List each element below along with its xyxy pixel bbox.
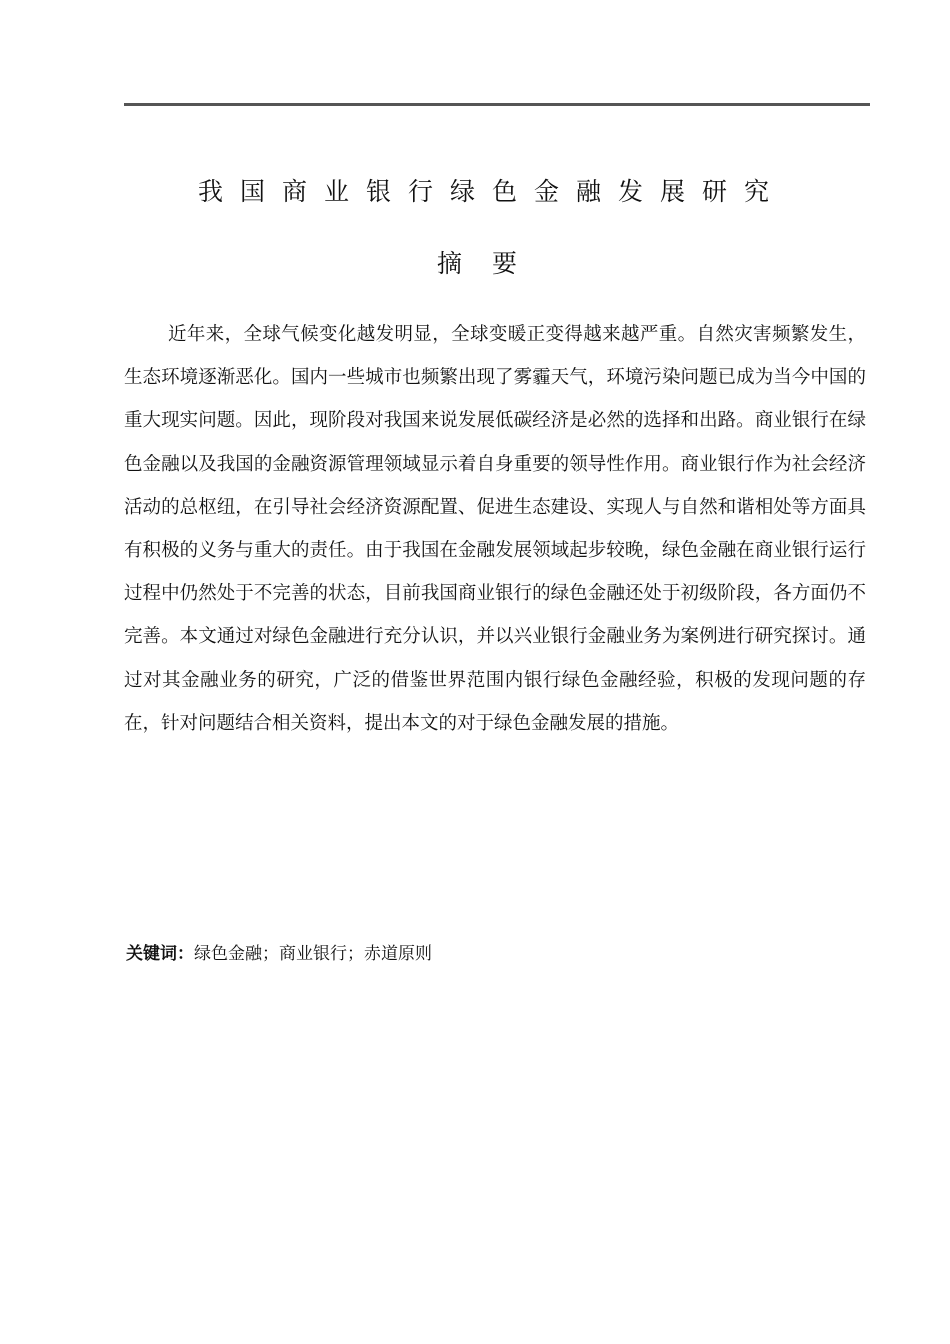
abstract-paragraph: 近年来，全球气候变化越发明显，全球变暖正变得越来越严重。自然灾害频繁发生，生态环境逐渐恶化。国内一些城市也频繁出现了雾霾天气，环境污染问题已成为当今中国的重大现实问题。因此，现阶段对我国来说发展低碳经济是必然的选择和出路。商业银行在绿色金融以及我国的金融资源管理领域显示着自身重要的领导性作用。商业银行作为社会经济活动的总枢纽，在引导社会经济资源配置、促进生态建设、实现人与自然和谐相处等方面具有积极的义务与重大的责任。由于我国在金融发展领域起步较晚，绿色金融在商业银行运行过程中仍然处于不完善的状态，目前我国商业银行的绿色金融还处于初级阶段，各方面仍不完善。本文通过对绿色金融进行充分认识，并以兴业银行金融业务为案例进行研究探讨。通过对其金融业务的研究，广泛的借鉴世界范围内银行绿色金融经验，积极的发现问题的存在，针对问题结合相关资料，提出本文的对于绿色金融发展的措施。 — [124, 324, 866, 734]
abstract-heading: 摘要 — [436, 249, 547, 278]
keywords-value: 绿色金融；商业银行；赤道原则 — [194, 944, 432, 964]
document-title: 我国商业银行绿色金融发展研究 — [197, 177, 786, 206]
header-rule — [124, 103, 870, 106]
keywords-line — [126, 936, 866, 972]
keywords-label: 关键词： — [126, 944, 194, 964]
